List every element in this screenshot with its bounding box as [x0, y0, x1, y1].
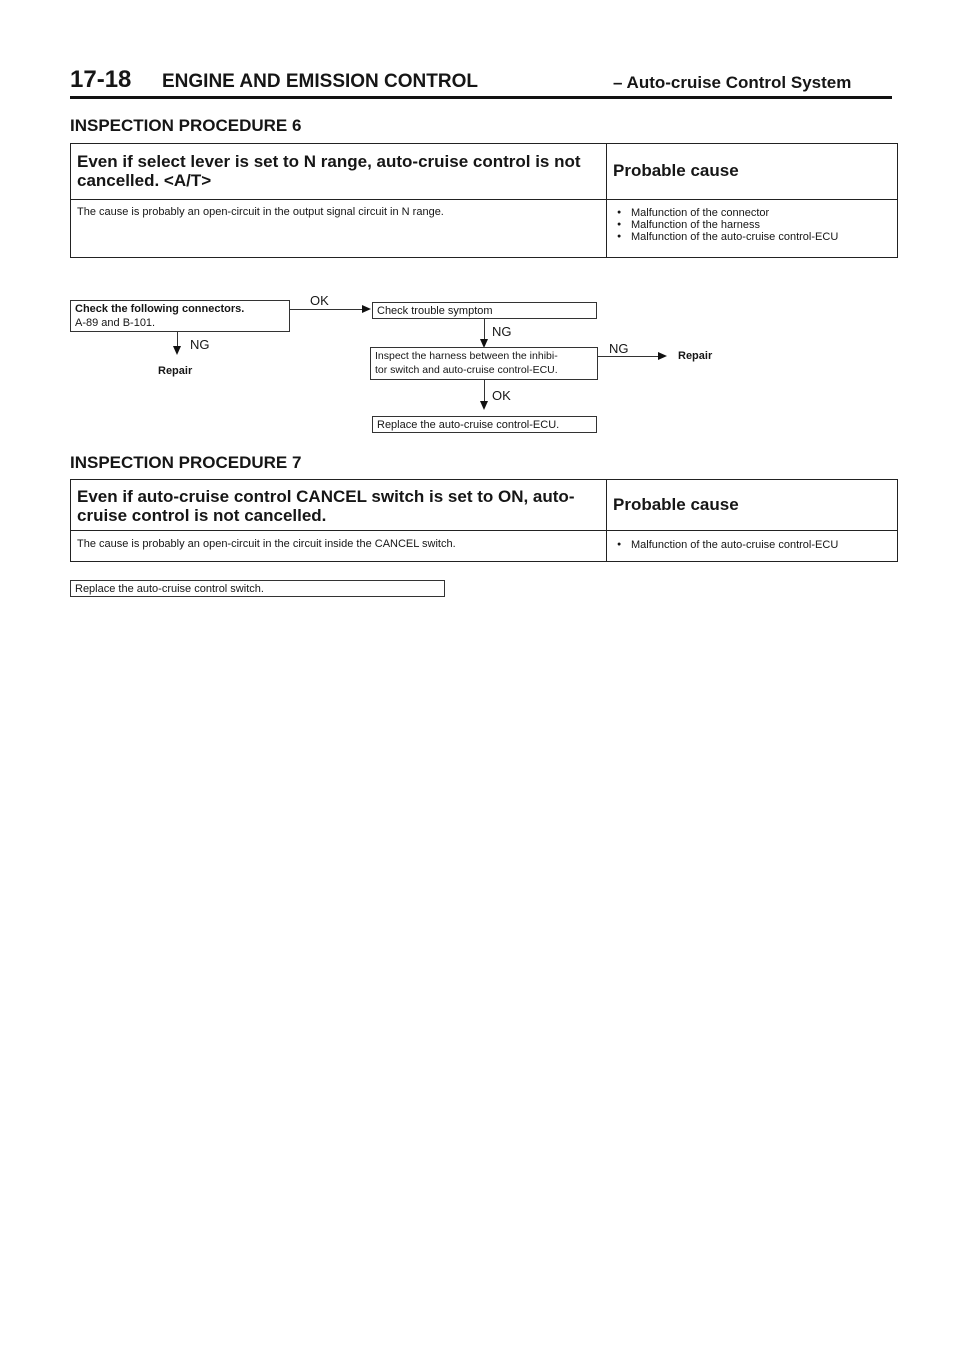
procedure-6-title: INSPECTION PROCEDURE 6: [70, 116, 302, 135]
table-divider: [606, 480, 607, 561]
list-item: ● Malfunction of the auto-cruise control-ECU: [617, 231, 838, 243]
cause-text: The cause is probably an open-circuit in the circuit inside the CANCEL switch.: [77, 538, 456, 550]
replace-switch-box: Replace the auto-cruise control switch.: [70, 580, 445, 597]
probable-cause-heading: Probable cause: [613, 161, 739, 180]
symptom-text: Even if select lever is set to N range, auto-cruise control is not cancelled. <A/T>: [77, 152, 581, 190]
connector-line: [177, 332, 178, 346]
connector-line: [598, 356, 658, 357]
procedure-7-table: [70, 479, 898, 562]
procedure-7-title: INSPECTION PROCEDURE 7: [70, 453, 302, 472]
list-item: ● Malfunction of the auto-cruise control-ECU: [617, 539, 838, 551]
arrow-right-icon: [362, 305, 371, 313]
replace-ecu-box: Replace the auto-cruise control-ECU.: [372, 416, 597, 433]
repair-label: Repair: [678, 350, 713, 362]
list-item: ● Malfunction of the harness: [617, 219, 838, 231]
section-subtitle: – Auto-cruise Control System: [613, 73, 852, 92]
probable-cause-list: [617, 207, 838, 243]
arrow-right-icon: [658, 352, 667, 360]
procedure-6-table: [70, 143, 898, 258]
check-connectors-box: Check the following connectors. A-89 and B-101.: [70, 300, 290, 332]
ok-label: OK: [492, 388, 511, 403]
connector-line: [484, 380, 485, 402]
ng-label: NG: [190, 337, 210, 352]
section-title: ENGINE AND EMISSION CONTROL: [162, 71, 478, 92]
cause-text: The cause is probably an open-circuit in the output signal circuit in N range.: [77, 206, 444, 218]
probable-cause-heading: Probable cause: [613, 495, 739, 514]
ng-label: NG: [609, 341, 629, 356]
check-trouble-symptom-box: Check trouble symptom: [372, 302, 597, 319]
symptom-text: Even if auto-cruise control CANCEL switch is set to ON, auto- cruise control is not cancelled.: [77, 487, 575, 525]
ng-label: NG: [492, 324, 512, 339]
section-number: 17-18: [70, 66, 132, 93]
table-divider: [606, 144, 607, 257]
list-item: ● Malfunction of the connector: [617, 207, 838, 219]
page-header: [70, 66, 892, 99]
probable-cause-list: [617, 539, 838, 551]
inspect-harness-box: Inspect the harness between the inhibi- tor switch and auto-cruise control-ECU.: [370, 347, 598, 380]
arrow-down-icon: [480, 401, 488, 410]
arrow-down-icon: [173, 346, 181, 355]
connector-line: [484, 319, 485, 341]
connector-line: [290, 309, 362, 310]
repair-label: Repair: [158, 365, 193, 377]
ok-label: OK: [310, 293, 329, 308]
